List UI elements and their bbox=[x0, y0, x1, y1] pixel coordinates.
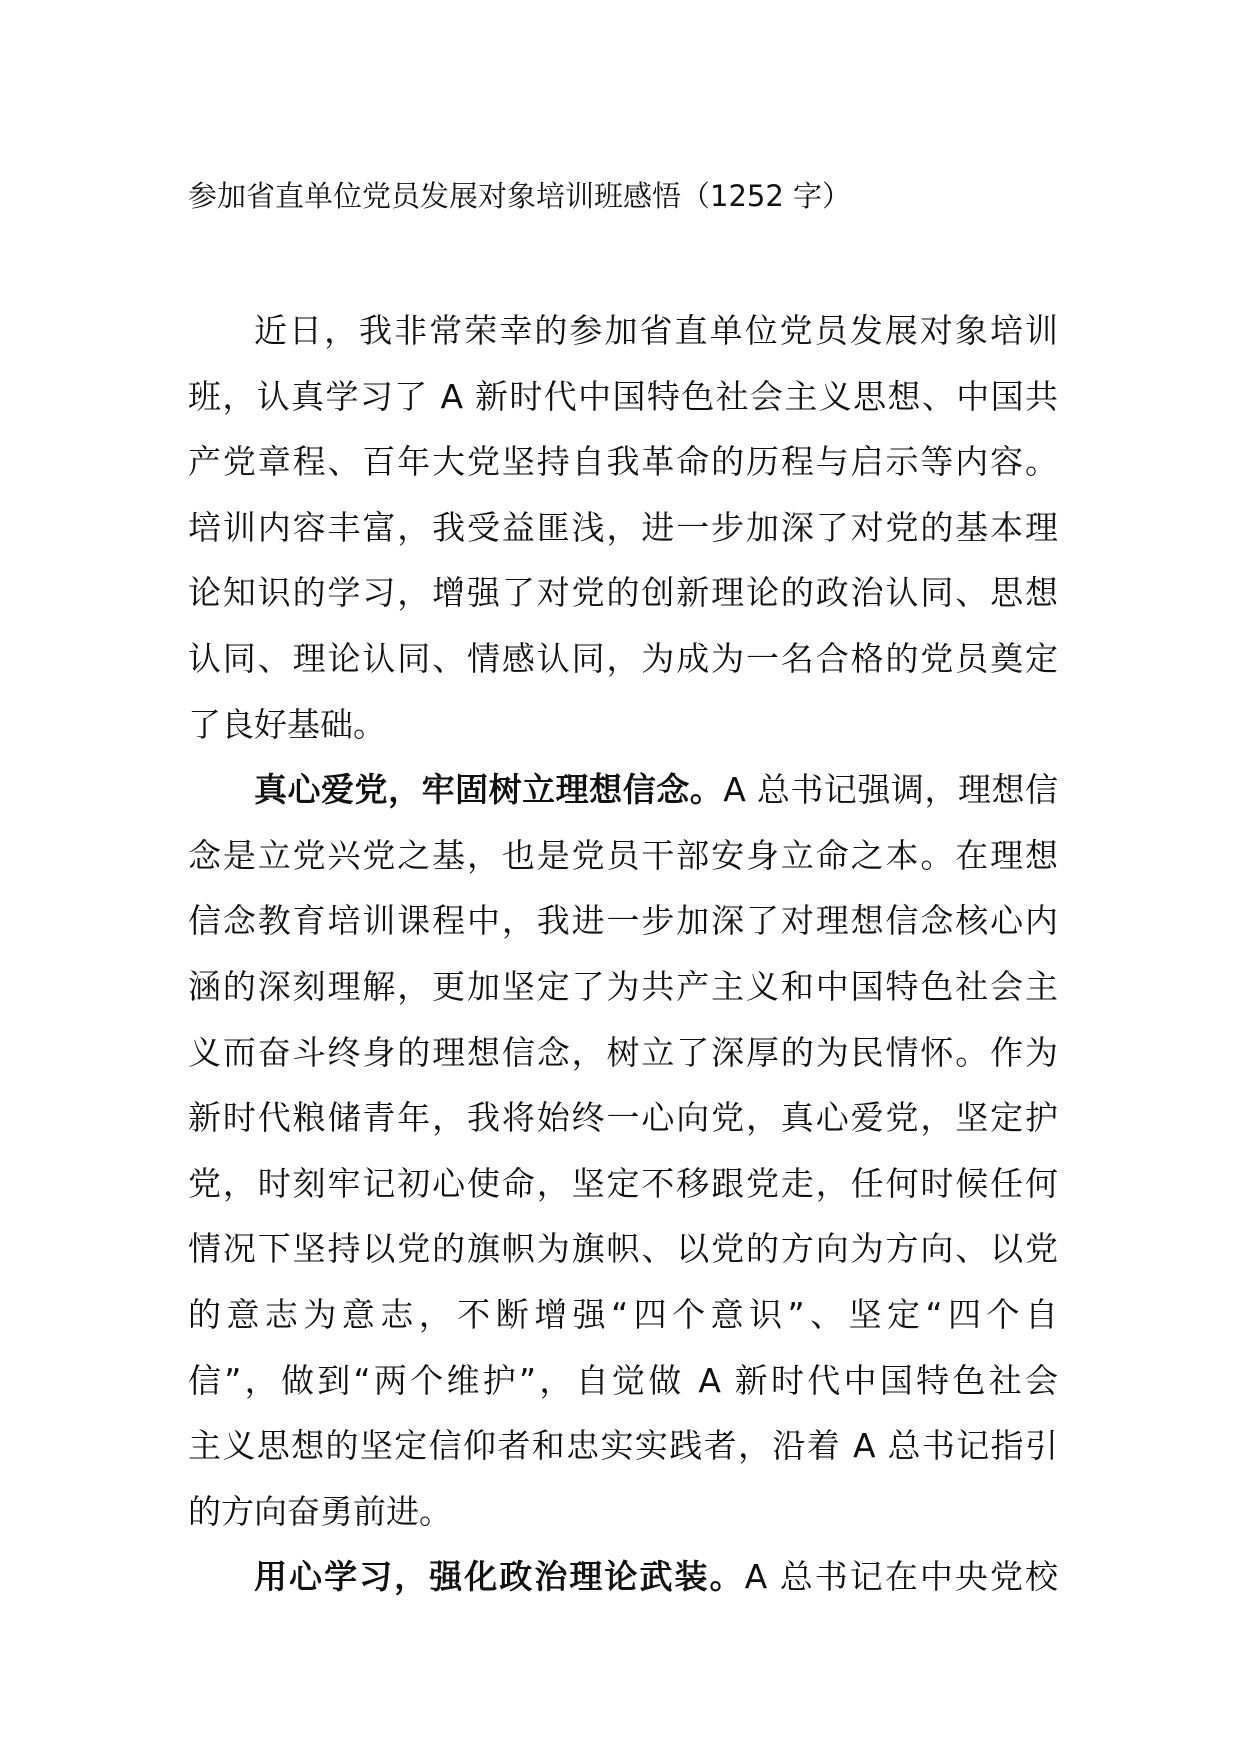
paragraph-line: 信”，做到“两个维护”，自觉做 A 新时代中国特色社会 bbox=[188, 1360, 1058, 1400]
paragraph-line-text: A 总书记强调，理想信 bbox=[723, 770, 1058, 810]
paragraph-line: 涵的深刻理解，更加坚定了为共产主义和中国特色社会主 bbox=[188, 966, 1058, 1006]
paragraph-line-text: A 总书记在中央党校 bbox=[744, 1557, 1058, 1597]
paragraph-first-line bbox=[188, 757, 1058, 823]
paragraph-line: 近日，我非常荣幸的参加省直单位党员发展对象培训 bbox=[254, 311, 1058, 350]
paragraph-line: 论知识的学习，增强了对党的创新理论的政治认同、思想 bbox=[188, 573, 1058, 613]
paragraph-line: 念是立党兴党之基，也是党员干部安身立命之本。在理想 bbox=[188, 835, 1058, 875]
document-title: 参加省直单位党员发展对象培训班感悟（1252 字） bbox=[188, 179, 852, 213]
paragraph-line: 的方向奋勇前进。 bbox=[188, 1491, 452, 1531]
document-body bbox=[188, 298, 1058, 1610]
paragraph-2 bbox=[188, 757, 1058, 1544]
paragraph-line: 的意志为意志，不断增强“四个意识”、坚定“四个自 bbox=[188, 1294, 1058, 1334]
paragraph-line: 义而奋斗终身的理想信念，树立了深厚的为民情怀。作为 bbox=[188, 1032, 1058, 1072]
paragraph-heading: 用心学习，强化政治理论武装。 bbox=[254, 1557, 745, 1597]
paragraph-line: 情况下坚持以党的旗帜为旗帜、以党的方向为方向、以党 bbox=[188, 1229, 1058, 1269]
paragraph-1 bbox=[188, 298, 1058, 757]
paragraph-line: 班，认真学习了 A 新时代中国特色社会主义思想、中国共 bbox=[188, 376, 1058, 416]
paragraph-line: 认同、理论认同、情感认同，为成为一名合格的党员奠定 bbox=[188, 638, 1058, 678]
paragraph-line: 主义思想的坚定信仰者和忠实实践者，沿着 A 总书记指引 bbox=[188, 1426, 1058, 1466]
paragraph-line: 了良好基础。 bbox=[188, 704, 386, 744]
paragraph-line: 新时代粮储青年，我将始终一心向党，真心爱党，坚定护 bbox=[188, 1098, 1058, 1138]
paragraph-first-line bbox=[188, 1544, 1058, 1610]
paragraph-3 bbox=[188, 1544, 1058, 1610]
paragraph-line: 信念教育培训课程中，我进一步加深了对理想信念核心内 bbox=[188, 901, 1058, 941]
paragraph-heading: 真心爱党，牢固树立理想信念。 bbox=[254, 770, 724, 810]
paragraph-line: 产党章程、百年大党坚持自我革命的历程与启示等内容。 bbox=[188, 442, 1058, 482]
paragraph-line: 党，时刻牢记初心使命，坚定不移跟党走，任何时候任何 bbox=[188, 1163, 1058, 1203]
paragraph-line: 培训内容丰富，我受益匪浅，进一步加深了对党的基本理 bbox=[188, 507, 1058, 547]
